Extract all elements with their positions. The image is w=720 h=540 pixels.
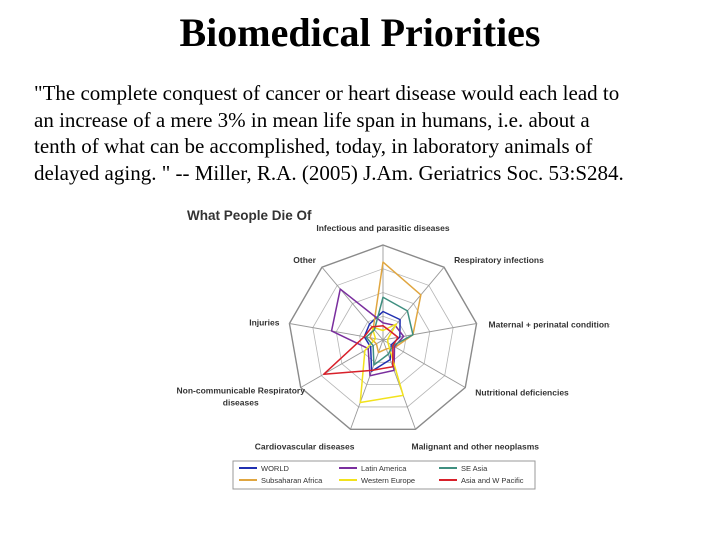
axis-label-line: Other	[293, 255, 316, 266]
axis-label-6	[255, 441, 355, 451]
radar-chart-figure	[165, 200, 610, 500]
page-title: Biomedical Priorities	[179, 10, 541, 55]
grid-spoke-9	[322, 267, 383, 340]
axis-label-1	[316, 223, 449, 233]
radar-grid	[289, 245, 476, 429]
quote-line-2: an increase of a mere 3% in mean life span in humans, i.e. about a	[34, 107, 590, 132]
axis-label-line: Cardiovascular diseases	[254, 441, 355, 452]
legend-label-world: WORLD	[261, 464, 289, 473]
legend	[233, 461, 535, 489]
axis-label-2	[454, 255, 544, 265]
axis-label-line: Non-communicable Respiratory	[176, 385, 305, 396]
axis-label-line: Maternal + perinatal conditions	[488, 319, 610, 330]
axis-labels	[176, 223, 610, 451]
axis-label-9	[293, 255, 316, 265]
axis-label-8	[249, 318, 280, 328]
legend-label-asia-and-w-pacific: Asia and W Pacific	[461, 476, 524, 485]
axis-label-5	[411, 441, 539, 451]
axis-label-line: Nutritional deficiencies	[475, 387, 569, 398]
axis-label-3	[489, 320, 610, 330]
quote-line-4: delayed aging. " -- Miller, R.A. (2005) J.Am. Geriatrics Soc. 53:S284.	[34, 160, 624, 185]
axis-label-7	[176, 386, 305, 408]
axis-label-line: Injuries	[249, 317, 280, 328]
axis-label-line: Malignant and other neoplasms	[411, 441, 540, 452]
legend-label-western-europe: Western Europe	[361, 476, 416, 485]
chart-title: What People Die Of	[187, 208, 312, 223]
legend-label-latin-america: Latin America	[361, 464, 407, 473]
legend-label-subsaharan-africa: Subsaharan Africa	[261, 476, 323, 485]
radar-chart	[165, 200, 610, 500]
axis-label-line: diseases	[222, 397, 259, 408]
axis-label-line: Infectious and parasitic diseases	[316, 223, 450, 233]
axis-label-4	[475, 388, 569, 398]
quote-line-3: tenth of what can be accomplished, today, in laboratory animals of	[34, 134, 593, 158]
legend-label-se-asia: SE Asia	[461, 464, 488, 473]
quote-line-1: "The complete conquest of cancer or heart disease would each lead to	[34, 81, 620, 105]
quote-text	[34, 80, 714, 186]
axis-label-line: Respiratory infections	[454, 255, 544, 266]
